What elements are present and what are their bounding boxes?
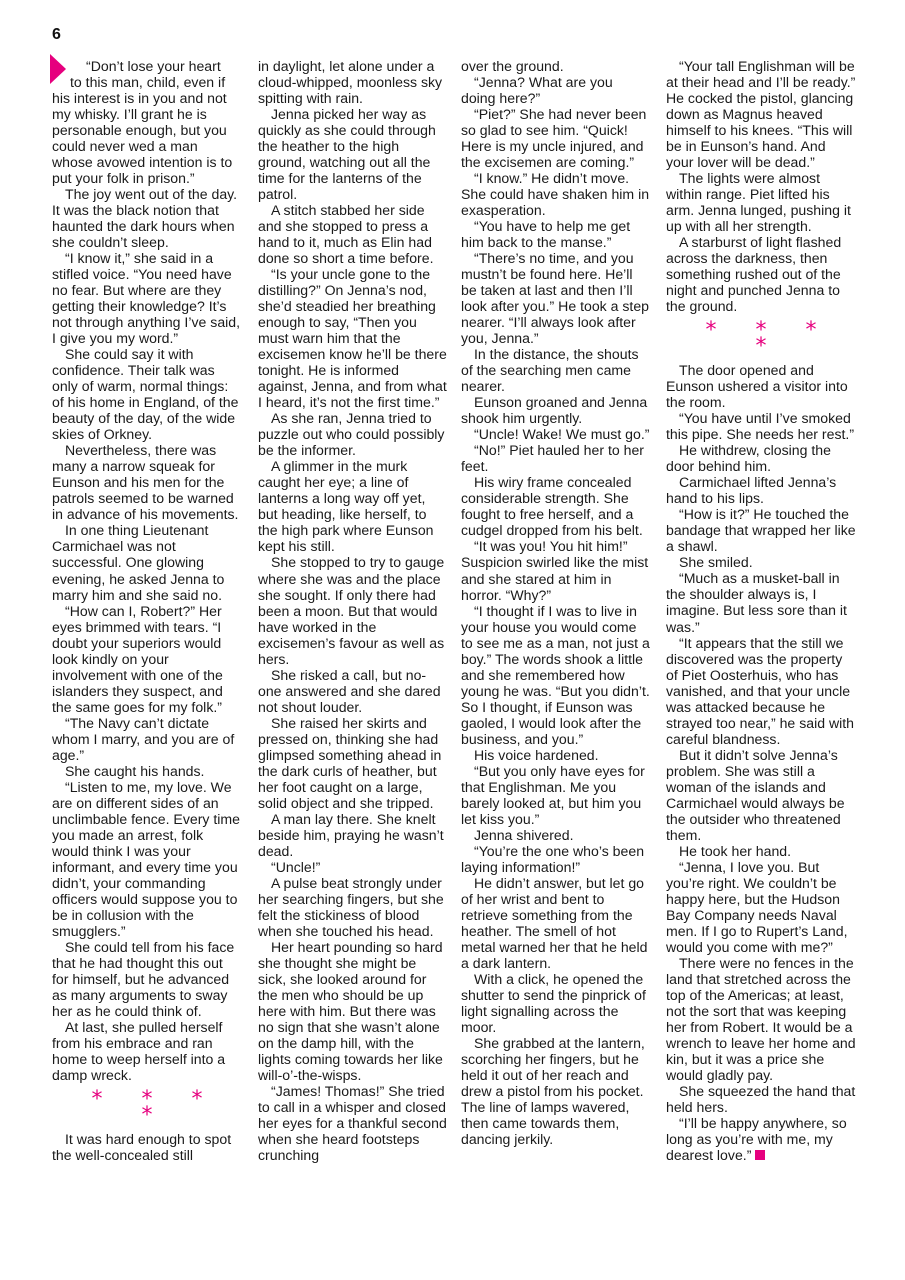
paragraph: “Uncle!” bbox=[271, 858, 321, 875]
paragraph: A glimmer in the murk caught her eye; a line of lanterns a long way off yet, but heading, like herself, to the high park where Eunson kept his still. bbox=[258, 458, 434, 555]
text-column-4 bbox=[666, 58, 856, 1163]
paragraph: “You have to help me get him back to the manse.” bbox=[461, 218, 631, 251]
paragraph: In one thing Lieutenant Carmichael was not successful. One glowing evening, he asked Jenna to marry him and she said no. bbox=[52, 522, 225, 603]
closing-paragraph bbox=[666, 1115, 856, 1163]
paragraph: His wiry frame concealed considerable strength. She fought to free herself, and a cudgel dropped from his belt. bbox=[461, 474, 643, 539]
paragraph: She could tell from his face that he had thought this out for himself, but he advanced as many arguments to sway her as he could think of. bbox=[52, 938, 235, 1019]
paragraph: Jenna picked her way as quickly as she could through the heather to the high ground, watching out all the time for the lanterns of the patrol. bbox=[258, 106, 436, 203]
paragraph: “I thought if I was to live in your house you would come to see me as a man, not just a boy.” The words shook a little and she remembered how young he was. “But you didn’t. So I thought, if Eunson was gaoled, I would look after the business, and you.” bbox=[461, 602, 650, 747]
paragraph: over the ground. bbox=[461, 58, 564, 74]
paragraph: “I know it,” she said in a stifled voice. “You need have no fear. But where are they getting their knowledge? It’s not through anything I’ve said, I give you my word.” bbox=[52, 250, 241, 347]
section-break-stars: * * * * bbox=[705, 318, 833, 360]
triangle-marker-icon bbox=[50, 54, 66, 82]
paragraph: A man lay there. She knelt beside him, praying he wasn’t dead. bbox=[258, 810, 444, 859]
paragraph: There were no fences in the land that stretched across the top of the Americas; at least, not the sort that was keeping her from Robert. It would be a wrench to leave her home and kin, but it was a price she would gladly pay. bbox=[666, 954, 856, 1083]
paragraph: She squeezed the hand that held hers. bbox=[666, 1082, 856, 1115]
paragraph: Eunson groaned and Jenna shook him urgently. bbox=[461, 394, 648, 427]
paragraph: He didn’t answer, but let go of her wrist and bent to retrieve something from the heather. The smell of hot metal warned her that he held a dark lantern. bbox=[461, 874, 648, 971]
paragraph: “Is your uncle gone to the distilling?” On Jenna’s nod, she’d steadied her breathing enough to say, “Then you must warn him that the excisemen know he’ll be there tonight. He is informed against, Jenna, and from what I heard, it’s not the first time.” bbox=[258, 266, 447, 411]
paragraph: his interest is in you and not my whisky. I’ll grant he is personable enough, but you could never wed a man whose avowed intention is to put your folk in prison.” bbox=[52, 90, 233, 187]
paragraph: The lights were almost within range. Piet lifted his arm. Jenna lunged, pushing it up with all her strength. bbox=[666, 170, 851, 235]
paragraph: His voice hardened. bbox=[474, 746, 599, 763]
paragraph: She smiled. bbox=[679, 554, 753, 571]
paragraph: At last, she pulled herself from his embrace and ran home to weep herself into a damp wreck. bbox=[52, 1018, 226, 1083]
paragraph: She stopped to try to gauge where she was and the place she sought. If only there had been a moon. But that would have worked in the excisemen’s favour as well as hers. bbox=[258, 554, 445, 667]
paragraph: He withdrew, closing the door behind him. bbox=[666, 442, 831, 475]
paragraph: A stitch stabbed her side and she stopped to press a hand to it, much as Elin had done so short a time before. bbox=[258, 202, 434, 267]
paragraph: “Much as a musket-ball in the shoulder always is, I imagine. But less sore than it was.” bbox=[666, 570, 847, 635]
paragraph: The joy went out of the day. It was the black notion that haunted the dark hours when she couldn’t sleep. bbox=[52, 186, 238, 251]
paragraph: A pulse beat strongly under her searching fingers, but she felt the stickiness of blood when she touched his head. bbox=[258, 874, 444, 939]
paragraph: A starburst of light flashed across the darkness, then something rushed out of the night and punched Jenna to the ground. bbox=[666, 234, 842, 315]
text-column-2 bbox=[258, 58, 448, 1163]
story-opening bbox=[52, 58, 242, 186]
paragraph: “The Navy can’t dictate whom I marry, and you are of age.” bbox=[52, 714, 235, 763]
opening-line-2: to this man, child, even if bbox=[70, 74, 226, 91]
section-break-stars: * * * * bbox=[91, 1087, 219, 1128]
paragraph: Jenna shivered. bbox=[474, 826, 574, 843]
paragraph: “Your tall Englishman will be at their head and I’ll be ready.” He cocked the pistol, glancing down as Magnus heaved himself to his knees. “This will be in Eunson’s hand. And your lover will be dead.” bbox=[666, 58, 856, 171]
paragraph: The door opened and Eunson ushered a visitor into the room. bbox=[666, 362, 848, 411]
paragraph: She risked a call, but no-one answered and she dared not shout louder. bbox=[258, 666, 441, 715]
paragraph: “James! Thomas!” She tried to call in a whisper and closed her eyes for a thankful second when she heard footsteps crunching bbox=[258, 1083, 447, 1164]
paragraph: “I know.” He didn’t move. She could have shaken him in exasperation. bbox=[461, 170, 650, 219]
paragraph: She caught his hands. bbox=[65, 762, 205, 779]
paragraph: She grabbed at the lantern, scorching her fingers, but he held it out of her reach and drew a pistol from his pocket. The line of lamps wavered, then came towards them, dancing jerkily. bbox=[461, 1034, 645, 1148]
paragraph: She raised her skirts and pressed on, thinking she had glimpsed something ahead in the dark curls of heather, but her foot caught on a large, solid object and she tripped. bbox=[258, 714, 442, 811]
paragraph: “But you only have eyes for that Englishman. Me you barely looked at, but him you let kiss you.” bbox=[461, 762, 645, 827]
paragraph: “It appears that the still we discovered was the property of Piet Oosterhuis, who has vanished, and that your uncle was attacked because he strayed too near,” he said with careful blandness. bbox=[666, 634, 855, 747]
paragraph: But it didn’t solve Jenna’s problem. She was still a woman of the islands and Carmichael would always be the outsider who threatened them. bbox=[666, 746, 845, 843]
paragraph: In the distance, the shouts of the searching men came nearer. bbox=[461, 346, 639, 395]
paragraph: “It was you! You hit him!” Suspicion swirled like the mist and she stared at him in horror. “Why?” bbox=[461, 538, 649, 603]
paragraph: “Jenna, I love you. But you’re right. We couldn’t be happy here, but the Hudson Bay Company needs Naval men. If I go to Rupert’s Land, would you come with me?” bbox=[666, 858, 848, 955]
paragraph: “No!” Piet hauled her to her feet. bbox=[461, 442, 644, 475]
paragraph: It was hard enough to spot the well-concealed still bbox=[52, 1131, 232, 1164]
paragraph: “How can I, Robert?” Her eyes brimmed with tears. “I doubt your superiors would look kindly on your involvement with one of the islanders they suspect, and the same goes for my folk.” bbox=[52, 602, 223, 715]
opening-line-1: “Don’t lose your heart bbox=[86, 58, 221, 74]
paragraph: Nevertheless, there was many a narrow squeak for Eunson and his men for the patrols seemed to be warned in advance of his movements. bbox=[52, 442, 239, 523]
paragraph: She could say it with confidence. Their talk was only of warm, normal things: of his home in England, of the beauty of the day, of the wide skies of Orkney. bbox=[52, 346, 239, 443]
end-square-icon bbox=[755, 1150, 765, 1160]
text-column-1 bbox=[52, 58, 242, 1163]
paragraph: “There’s no time, and you mustn’t be found here. He’ll be taken at last and then I’ll look after you.” He took a step nearer. “I’ll always look after you, Jenna.” bbox=[461, 250, 650, 347]
paragraph: “How is it?” He touched the bandage that wrapped her like a shawl. bbox=[666, 506, 856, 555]
text-column-3 bbox=[461, 58, 651, 1147]
paragraph: As she ran, Jenna tried to puzzle out who could possibly be the informer. bbox=[258, 410, 445, 459]
closing-text: “I’ll be happy anywhere, so long as you’re with me, my dearest love.” bbox=[666, 1114, 847, 1164]
paragraph: He took her hand. bbox=[679, 842, 792, 859]
page-number: 6 bbox=[52, 26, 61, 43]
paragraph: “Listen to me, my love. We are on different sides of an unclimbable fence. Every time you made an arrest, folk would think I was your informant, and every time you didn’t, your commanding officers would suppose you to be in collusion with the smugglers.” bbox=[52, 778, 241, 939]
paragraph: Her heart pounding so hard she thought she might be sick, she looked around for the men who should be up here with him. But there was no sign that she wasn’t alone on the damp hill, with the lights coming towards her like will-o’-the-wisps. bbox=[258, 938, 443, 1083]
paragraph: “Uncle! Wake! We must go.” bbox=[474, 426, 650, 443]
paragraph: “Piet?” She had never been so glad to see him. “Quick! Here is my uncle injured, and the excisemen are coming.” bbox=[461, 106, 647, 171]
paragraph: in daylight, let alone under a cloud-whipped, moonless sky spitting with rain. bbox=[258, 58, 443, 107]
paragraph: “Jenna? What are you doing here?” bbox=[461, 74, 613, 107]
paragraph: With a click, he opened the shutter to send the pinprick of light signalling across the moor. bbox=[461, 970, 646, 1035]
paragraph: “You’re the one who’s been laying information!” bbox=[461, 842, 645, 875]
paragraph: Carmichael lifted Jenna’s hand to his lips. bbox=[666, 474, 837, 507]
paragraph: “You have until I’ve smoked this pipe. She needs her rest.” bbox=[666, 410, 855, 443]
